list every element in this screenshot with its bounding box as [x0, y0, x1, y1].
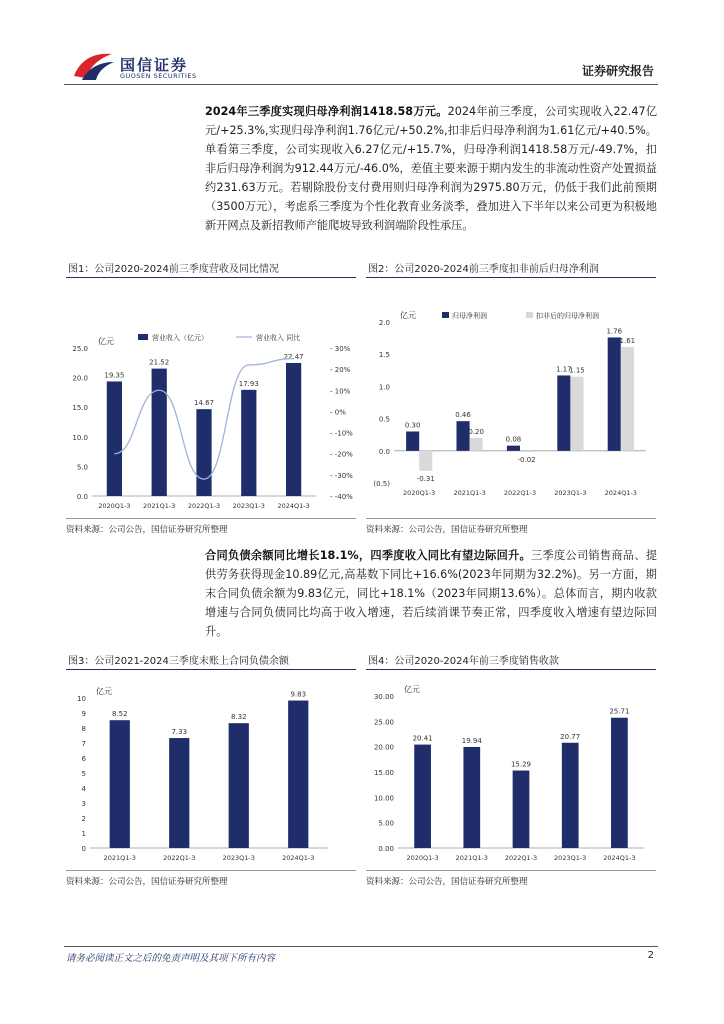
y-tick-label: 8 — [81, 725, 86, 733]
bar-归母净利润-2023Q1-3 — [557, 375, 570, 450]
x-tick-label: 2023Q1-3 — [554, 489, 587, 497]
logo-name-en: GUOSEN SECURITIES — [120, 72, 197, 80]
bar-营业收入（亿元）-2022Q1-3 — [196, 409, 211, 496]
bar-销售收款-2021Q1-3 — [463, 747, 480, 848]
data-label: -0.02 — [517, 456, 536, 465]
x-tick-label: 2020Q1-3 — [406, 854, 439, 862]
guosen-logo-icon — [72, 50, 116, 82]
data-label: 14.67 — [193, 399, 215, 408]
y2-tick-label: - 30% — [330, 345, 351, 353]
y2-tick-label: - 0% — [330, 408, 346, 417]
bar-归母净利润-2024Q1-3 — [608, 337, 621, 450]
data-label: 17.93 — [238, 379, 259, 388]
figure-title: 图3：公司2021-2024三季度末账上合同负债余额 — [66, 650, 356, 670]
data-label: 15.29 — [510, 760, 532, 769]
y-tick-label: 1 — [81, 830, 86, 838]
y-tick-label: 15.00 — [373, 769, 394, 777]
y-axis-unit: 亿元 — [98, 337, 114, 346]
page-number: 2 — [647, 950, 654, 961]
x-tick-label: 2023Q1-3 — [232, 502, 265, 510]
x-tick-label: 2024Q1-3 — [282, 854, 315, 862]
footer-divider — [64, 946, 658, 947]
footer-disclaimer: 请务必阅读正文之后的免责声明及其项下所有内容 — [66, 953, 276, 964]
y-tick-label: 15.0 — [72, 404, 88, 413]
bar-销售收款-2023Q1-3 — [562, 743, 579, 848]
bar-营业收入（亿元）-2020Q1-3 — [107, 381, 122, 496]
data-label: 0.08 — [505, 435, 522, 444]
bar-归母净利润-2021Q1-3 — [456, 421, 469, 451]
paragraph-lead: 2024年三季度实现归母净利润1418.58万元。 — [205, 105, 448, 118]
bar-营业收入（亿元）-2023Q1-3 — [241, 390, 256, 496]
x-tick-label: 2021Q1-3 — [143, 502, 176, 510]
x-tick-label: 2020Q1-3 — [403, 489, 436, 497]
header-divider — [64, 84, 658, 85]
y-tick-label: 4 — [81, 785, 86, 793]
y-tick-label: 20.00 — [373, 743, 394, 752]
y-axis-unit: 亿元 — [400, 311, 416, 320]
bar-扣非后的归母净利润-2023Q1-3 — [570, 377, 583, 451]
data-label: 19.94 — [461, 736, 482, 745]
data-label: 1.17 — [556, 365, 572, 374]
figure-source: 资料来源：公司公告，国信证券研究所整理 — [366, 877, 528, 887]
y-tick-label: 6 — [81, 755, 86, 763]
y-tick-label: 2.0 — [378, 319, 390, 327]
data-label: 8.52 — [111, 710, 128, 719]
y-tick-label: 0.0 — [378, 447, 390, 456]
x-tick-label: 2022Q1-3 — [504, 854, 538, 862]
figure-source: 资料来源：公司公告，国信证券研究所整理 — [66, 877, 228, 887]
y-tick-label: 10.00 — [373, 794, 394, 803]
y-tick-label: 25.0 — [72, 345, 88, 353]
y-tick-label: 0 — [81, 845, 86, 853]
y-tick-label: 10 — [77, 695, 86, 703]
y-tick-label: 5.00 — [378, 819, 394, 828]
y-tick-label: (0.5) — [373, 480, 390, 488]
data-label: 1.76 — [606, 327, 623, 336]
data-label: 1.61 — [619, 337, 636, 346]
paragraph-lead: 合同负债余额同比增长18.1%，四季度收入同比有望边际回升。 — [205, 549, 532, 562]
paragraph-body: 2024年前三季度，公司实现收入22.47亿元/+25.3%,实现归母净利润1.76亿元/+50.2%,扣非后归母净利润为1.61亿元/+40.5%。单看第三季度，公司实现收入6.27亿元/+15.7%，归母净利润1418.58万元/-49.7%，扣非后归母净利润为912.44万元/-46.0%，差值主要来源于期内发生的非流动性资产处置损益约231.63万元。若剔除股份支付费用则归母净利润为2975.80万元，仍低于我们此前预期（3500万元），考虑系三季度为个性化教育业务淡季，叠加进入下半年以来公司更为积极地新开网点及新招教师产能爬坡导致利润端阶段性承压。 — [205, 105, 658, 232]
y-tick-label: 7 — [81, 740, 86, 748]
y2-tick-label: - -30% — [330, 471, 353, 480]
legend-swatch-revenue — [138, 334, 148, 340]
x-tick-label: 2024Q1-3 — [604, 489, 637, 497]
figure-4 — [366, 650, 656, 887]
bar-归母净利润-2020Q1-3 — [406, 431, 419, 450]
bar-扣非后的归母净利润-2024Q1-3 — [621, 347, 634, 451]
y-tick-label: 25.00 — [373, 718, 394, 727]
bar-合同负债余额-2024Q1-3 — [288, 701, 308, 848]
y-tick-label: 5.0 — [76, 463, 88, 472]
page-header — [0, 0, 724, 90]
bar-营业收入（亿元）-2024Q1-3 — [286, 363, 301, 496]
y-axis-unit: 亿元 — [404, 685, 420, 694]
chart-contract-liability — [66, 670, 356, 866]
bar-合同负债余额-2022Q1-3 — [169, 738, 189, 848]
legend-label: 营业收入 同比 — [256, 334, 301, 342]
bar-扣非后的归母净利润-2022Q1-3 — [520, 451, 533, 452]
data-label: 1.15 — [569, 366, 585, 375]
data-label: 22.47 — [283, 352, 304, 361]
figure-3 — [66, 650, 356, 887]
legend-label: 扣非后的归母净利润 — [536, 312, 599, 320]
figure-title: 图4：公司2020-2024年前三季度销售收款 — [366, 650, 656, 670]
y-tick-label: 2 — [81, 815, 86, 823]
y-tick-label: 9 — [81, 710, 86, 718]
y2-tick-label: - -10% — [330, 429, 353, 438]
bar-营业收入（亿元）-2021Q1-3 — [152, 369, 167, 496]
chart-sales-receipts — [366, 670, 656, 866]
bar-合同负债余额-2023Q1-3 — [229, 723, 249, 848]
y-tick-label: 0.0 — [76, 493, 88, 501]
figure-title: 图2：公司2020-2024前三季度扣非前后归母净利润 — [366, 258, 656, 278]
chart-net-profit — [366, 278, 656, 514]
paragraph-body: 三季度公司销售商品、提供劳务获得现金10.89亿元,高基数下同比+16.6%(2023年同期为32.2%)。另一方面，期末合同负债余额为9.83亿元，同比+18.1%（2023年同期13.6%）。总体而言，期内收款增速与合同负债同比均高于收入增速，若后续消课节奏正常，四季度收入增速有望边际回升。 — [205, 549, 657, 638]
y-tick-label: 20.0 — [72, 374, 88, 383]
data-label: -0.31 — [416, 474, 435, 483]
data-label: 20.77 — [560, 732, 581, 741]
x-tick-label: 2022Q1-3 — [163, 854, 196, 862]
figure-source: 资料来源：公司公告，国信证券研究所整理 — [366, 525, 528, 535]
paragraph-q3-profit — [205, 102, 657, 235]
figure-source: 资料来源：公司公告，国信证券研究所整理 — [66, 525, 228, 535]
figure-1 — [66, 258, 356, 535]
data-label: 20.41 — [412, 734, 433, 743]
bar-扣非后的归母净利润-2021Q1-3 — [470, 438, 483, 451]
bar-销售收款-2024Q1-3 — [611, 718, 628, 848]
x-tick-label: 2021Q1-3 — [103, 854, 136, 862]
y-tick-label: 3 — [81, 800, 86, 808]
y-tick-label: 0.5 — [378, 415, 390, 424]
x-tick-label: 2022Q1-3 — [187, 502, 221, 510]
y2-tick-label: - 10% — [330, 387, 351, 396]
bar-扣非后的归母净利润-2020Q1-3 — [419, 451, 432, 471]
y-tick-label: 10.0 — [72, 433, 88, 442]
report-type: 证券研究报告 — [581, 64, 654, 78]
legend-swatch-net-profit — [442, 312, 449, 318]
y-axis-unit: 亿元 — [96, 687, 112, 696]
chart-revenue — [66, 278, 356, 514]
y2-tick-label: - -20% — [330, 450, 353, 459]
data-label: 21.52 — [149, 358, 170, 367]
bar-合同负债余额-2021Q1-3 — [110, 720, 130, 848]
legend-swatch-deducted-profit — [526, 312, 533, 318]
data-label: 19.35 — [104, 371, 125, 380]
y2-tick-label: - 20% — [330, 366, 351, 375]
y2-tick-label: - -40% — [330, 493, 353, 501]
bar-销售收款-2020Q1-3 — [414, 745, 431, 848]
figure-title: 图1：公司2020-2024前三季度营收及同比情况 — [66, 258, 356, 278]
data-label: 0.46 — [455, 411, 471, 420]
x-tick-label: 2023Q1-3 — [222, 854, 255, 862]
y-tick-label: 30.00 — [373, 693, 394, 701]
y-tick-label: 0.00 — [378, 845, 394, 853]
data-label: 0.30 — [404, 421, 421, 430]
bar-归母净利润-2022Q1-3 — [507, 446, 520, 451]
x-tick-label: 2024Q1-3 — [603, 854, 636, 862]
data-label: 9.83 — [290, 690, 307, 699]
data-label: 0.20 — [468, 427, 484, 436]
data-label: 8.32 — [230, 713, 247, 722]
paragraph-contract-liability — [205, 546, 657, 641]
figure-2 — [366, 258, 656, 535]
bar-销售收款-2022Q1-3 — [513, 771, 530, 848]
x-tick-label: 2021Q1-3 — [455, 854, 488, 862]
x-tick-label: 2020Q1-3 — [98, 502, 131, 510]
x-tick-label: 2021Q1-3 — [453, 489, 486, 497]
y-tick-label: 5 — [81, 770, 86, 778]
y-tick-label: 1.0 — [378, 383, 390, 392]
y-tick-label: 1.5 — [378, 351, 390, 360]
data-label: 7.33 — [171, 728, 188, 737]
legend-label: 归母净利润 — [452, 312, 487, 320]
data-label: 25.71 — [609, 707, 630, 716]
logo-name-cn: 国信证券 — [120, 56, 189, 74]
legend-label: 营业收入（亿元） — [152, 334, 208, 342]
x-tick-label: 2024Q1-3 — [277, 502, 310, 510]
x-tick-label: 2022Q1-3 — [503, 489, 537, 497]
x-tick-label: 2023Q1-3 — [554, 854, 587, 862]
